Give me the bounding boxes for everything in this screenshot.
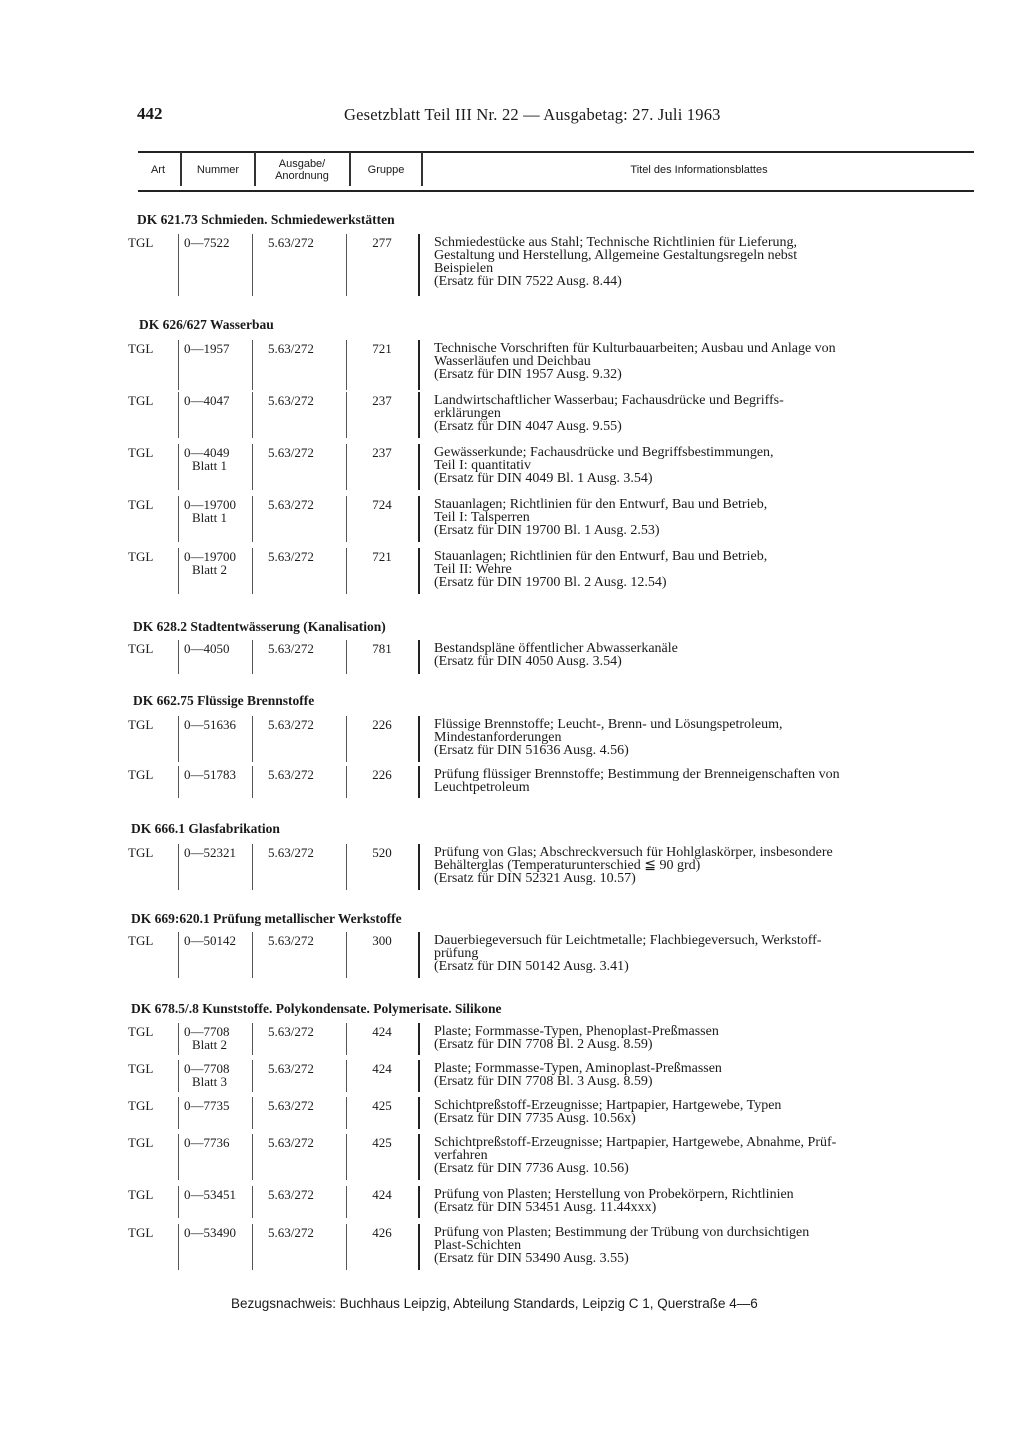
titel-line: Gewässerkunde; Fachausdrücke und Begriffsbestimmungen, bbox=[434, 445, 774, 460]
art-cell: TGL bbox=[128, 549, 154, 564]
column-rule bbox=[178, 1134, 179, 1180]
gruppe-cell: 424 bbox=[372, 1024, 392, 1039]
nummer-line: 0—53451 bbox=[184, 1187, 236, 1202]
column-rule bbox=[418, 1134, 420, 1180]
titel-line: Teil I: quantitativ bbox=[434, 458, 531, 473]
art-cell: TGL bbox=[128, 393, 154, 408]
section-heading: DK 666.1 Glasfabrikation bbox=[131, 821, 280, 836]
ausgabe-cell: 5.63/272 bbox=[268, 845, 314, 860]
titel-cell bbox=[434, 1025, 974, 1051]
column-separator bbox=[180, 152, 182, 186]
column-rule bbox=[418, 766, 420, 798]
header-rule-bottom bbox=[138, 190, 974, 192]
column-header-art-label: Art bbox=[150, 164, 166, 176]
titel-line: Bestandspläne öffentlicher Abwasserkanäle bbox=[434, 641, 678, 656]
column-rule bbox=[252, 932, 253, 978]
nummer-cell bbox=[184, 550, 254, 576]
nummer-line: 0—50142 bbox=[184, 933, 236, 948]
nummer-cell bbox=[184, 342, 254, 355]
nummer-line: 0—19700 bbox=[184, 497, 236, 512]
titel-line: Leuchtpetroleum bbox=[434, 780, 530, 795]
nummer-line: 0—4050 bbox=[184, 641, 230, 656]
ausgabe-cell: 5.63/272 bbox=[268, 717, 314, 732]
column-header-gruppe-label: Gruppe bbox=[367, 164, 405, 176]
column-separator bbox=[349, 152, 351, 186]
nummer-line: 0—1957 bbox=[184, 341, 230, 356]
gruppe-cell: 426 bbox=[372, 1225, 392, 1240]
titel-line: Plaste; Formmasse-Typen, Phenoplast-Preßmassen bbox=[434, 1024, 719, 1039]
column-rule bbox=[346, 766, 347, 798]
column-header-nummer-label: Nummer bbox=[196, 164, 240, 176]
titel-line: Stauanlagen; Richtlinien für den Entwurf, Bau und Betrieb, bbox=[434, 549, 768, 564]
titel-line: Teil I: Talsperren bbox=[434, 510, 530, 525]
column-rule bbox=[252, 340, 253, 390]
nummer-cell bbox=[184, 394, 254, 407]
column-rule bbox=[252, 1186, 253, 1218]
nummer-cell bbox=[184, 718, 254, 731]
column-rule bbox=[178, 766, 179, 798]
nummer-line: 0—7522 bbox=[184, 235, 230, 250]
column-rule bbox=[346, 1224, 347, 1270]
column-rule bbox=[418, 234, 420, 296]
column-rule bbox=[418, 1224, 420, 1270]
column-separator bbox=[421, 152, 423, 186]
nummer-cell bbox=[184, 1062, 254, 1088]
nummer-cell bbox=[184, 846, 254, 859]
column-rule bbox=[252, 496, 253, 542]
titel-line: Flüssige Brennstoffe; Leucht-, Brenn- und Lösungspetroleum, bbox=[434, 717, 783, 732]
titel-cell bbox=[434, 642, 974, 668]
titel-line: Plast-Schichten bbox=[434, 1238, 522, 1253]
titel-cell bbox=[434, 768, 974, 794]
nummer-line: 0—53490 bbox=[184, 1225, 236, 1240]
nummer-line: 0—52321 bbox=[184, 845, 236, 860]
nummer-cell bbox=[184, 1099, 254, 1112]
nummer-cell bbox=[184, 1025, 254, 1051]
titel-line: (Ersatz für DIN 7708 Bl. 3 Ausg. 8.59) bbox=[434, 1074, 653, 1089]
titel-line: Landwirtschaftlicher Wasserbau; Fachausdrücke und Begriffs- bbox=[434, 393, 784, 408]
titel-line: Plaste; Formmasse-Typen, Aminoplast-Preßmassen bbox=[434, 1061, 722, 1076]
nummer-cell bbox=[184, 1226, 254, 1239]
gruppe-cell: 721 bbox=[372, 341, 392, 356]
column-rule bbox=[418, 1186, 420, 1218]
section-heading: DK 662.75 Flüssige Brennstoffe bbox=[133, 693, 315, 708]
column-header-nummer bbox=[183, 152, 253, 188]
art-cell: TGL bbox=[128, 933, 154, 948]
titel-cell bbox=[434, 718, 974, 757]
titel-cell bbox=[434, 236, 974, 288]
column-rule bbox=[252, 234, 253, 296]
nummer-cell bbox=[184, 236, 254, 249]
titel-cell bbox=[434, 1188, 974, 1214]
nummer-line: Blatt 1 bbox=[192, 510, 228, 525]
titel-line: Schmiedestücke aus Stahl; Technische Richtlinien für Lieferung, bbox=[434, 235, 798, 250]
nummer-cell bbox=[184, 934, 254, 947]
column-rule bbox=[178, 1186, 179, 1218]
column-rule bbox=[346, 844, 347, 890]
titel-line: prüfung bbox=[434, 946, 479, 961]
nummer-cell bbox=[184, 446, 254, 472]
column-header-titel-label: Titel des Informationsblattes bbox=[630, 164, 768, 176]
column-rule bbox=[178, 1023, 179, 1055]
column-rule bbox=[418, 340, 420, 390]
column-rule bbox=[252, 640, 253, 674]
gruppe-cell: 300 bbox=[372, 933, 392, 948]
titel-cell bbox=[434, 934, 974, 973]
titel-line: erklärungen bbox=[434, 406, 501, 421]
nummer-line: 0—7708 bbox=[184, 1061, 230, 1076]
art-cell: TGL bbox=[128, 641, 154, 656]
column-rule bbox=[178, 496, 179, 542]
ausgabe-cell: 5.63/272 bbox=[268, 445, 314, 460]
titel-line: (Ersatz für DIN 53490 Ausg. 3.55) bbox=[434, 1251, 629, 1266]
ausgabe-cell: 5.63/272 bbox=[268, 1024, 314, 1039]
titel-cell bbox=[434, 446, 974, 485]
art-cell: TGL bbox=[128, 1024, 154, 1039]
titel-line: (Ersatz für DIN 7735 Ausg. 10.56x) bbox=[434, 1111, 636, 1126]
nummer-line: 0—19700 bbox=[184, 549, 236, 564]
column-rule bbox=[418, 640, 420, 674]
titel-line: (Ersatz für DIN 51636 Ausg. 4.56) bbox=[434, 743, 629, 758]
column-rule bbox=[346, 234, 347, 296]
nummer-cell bbox=[184, 768, 254, 781]
column-rule bbox=[346, 496, 347, 542]
titel-line: Schichtpreßstoff-Erzeugnisse; Hartpapier, Hartgewebe, Typen bbox=[434, 1098, 782, 1113]
column-rule bbox=[252, 844, 253, 890]
page-number: 442 bbox=[137, 104, 163, 123]
column-rule bbox=[252, 1134, 253, 1180]
titel-cell bbox=[434, 1099, 974, 1125]
column-rule bbox=[418, 392, 420, 438]
art-cell: TGL bbox=[128, 1187, 154, 1202]
ausgabe-cell: 5.63/272 bbox=[268, 393, 314, 408]
titel-line: Behälterglas (Temperaturunterschied ≦ 90 grd) bbox=[434, 858, 701, 873]
column-rule bbox=[346, 1060, 347, 1092]
gruppe-cell: 781 bbox=[372, 641, 392, 656]
titel-line: (Ersatz für DIN 1957 Ausg. 9.32) bbox=[434, 367, 622, 382]
column-rule bbox=[178, 844, 179, 890]
footer-note: Bezugsnachweis: Buchhaus Leipzig, Abteilung Standards, Leipzig C 1, Querstraße 4—6 bbox=[231, 1296, 758, 1311]
ausgabe-cell: 5.63/272 bbox=[268, 933, 314, 948]
nummer-line: 0—4047 bbox=[184, 393, 230, 408]
titel-line: (Ersatz für DIN 7522 Ausg. 8.44) bbox=[434, 274, 622, 289]
column-rule bbox=[178, 444, 179, 490]
titel-line: (Ersatz für DIN 50142 Ausg. 3.41) bbox=[434, 959, 629, 974]
section-heading: DK 669:620.1 Prüfung metallischer Werkstoffe bbox=[131, 911, 402, 926]
art-cell: TGL bbox=[128, 1135, 154, 1150]
nummer-line: Blatt 2 bbox=[192, 1037, 228, 1052]
gruppe-cell: 721 bbox=[372, 549, 392, 564]
art-cell: TGL bbox=[128, 1098, 154, 1113]
column-header-titel bbox=[424, 152, 974, 188]
column-rule bbox=[346, 444, 347, 490]
ausgabe-cell: 5.63/272 bbox=[268, 1187, 314, 1202]
page-title: Gesetzblatt Teil III Nr. 22 — Ausgabetag: 27. Juli 1963 bbox=[344, 105, 721, 124]
column-rule bbox=[252, 548, 253, 594]
titel-line: (Ersatz für DIN 4047 Ausg. 9.55) bbox=[434, 419, 622, 434]
titel-line: Stauanlagen; Richtlinien für den Entwurf, Bau und Betrieb, bbox=[434, 497, 768, 512]
art-cell: TGL bbox=[128, 445, 154, 460]
section-heading: DK 628.2 Stadtentwässerung (Kanalisation) bbox=[133, 619, 386, 634]
column-rule bbox=[252, 716, 253, 762]
column-rule bbox=[346, 1134, 347, 1180]
column-rule bbox=[178, 640, 179, 674]
art-cell: TGL bbox=[128, 497, 154, 512]
gruppe-cell: 424 bbox=[372, 1187, 392, 1202]
titel-line: Prüfung flüssiger Brennstoffe; Bestimmung der Brenneigenschaften von bbox=[434, 767, 840, 782]
gruppe-cell: 424 bbox=[372, 1061, 392, 1076]
nummer-cell bbox=[184, 642, 254, 655]
art-cell: TGL bbox=[128, 1225, 154, 1240]
titel-cell bbox=[434, 1136, 974, 1175]
titel-line: (Ersatz für DIN 53451 Ausg. 11.44xxx) bbox=[434, 1200, 657, 1215]
gruppe-cell: 425 bbox=[372, 1135, 392, 1150]
titel-line: (Ersatz für DIN 7736 Ausg. 10.56) bbox=[434, 1161, 629, 1176]
titel-line: (Ersatz für DIN 52321 Ausg. 10.57) bbox=[434, 871, 636, 886]
column-rule bbox=[346, 1186, 347, 1218]
titel-line: Prüfung von Plasten; Bestimmung der Trübung von durchsichtigen bbox=[434, 1225, 810, 1240]
column-header-ausgabe-label-1: Ausgabe/ bbox=[278, 158, 326, 170]
column-header-art bbox=[138, 152, 178, 188]
column-rule bbox=[346, 1023, 347, 1055]
column-rule bbox=[252, 766, 253, 798]
gruppe-cell: 226 bbox=[372, 717, 392, 732]
column-separator bbox=[254, 152, 256, 186]
ausgabe-cell: 5.63/272 bbox=[268, 497, 314, 512]
ausgabe-cell: 5.63/272 bbox=[268, 549, 314, 564]
nummer-line: Blatt 3 bbox=[192, 1074, 228, 1089]
titel-line: Prüfung von Plasten; Herstellung von Probekörpern, Richtlinien bbox=[434, 1187, 794, 1202]
column-rule bbox=[346, 340, 347, 390]
titel-line: Beispielen bbox=[434, 261, 494, 276]
gruppe-cell: 277 bbox=[372, 235, 392, 250]
ausgabe-cell: 5.63/272 bbox=[268, 641, 314, 656]
column-rule bbox=[346, 1097, 347, 1129]
column-rule bbox=[418, 932, 420, 978]
column-rule bbox=[346, 932, 347, 978]
titel-line: (Ersatz für DIN 19700 Bl. 2 Ausg. 12.54) bbox=[434, 575, 667, 590]
column-rule bbox=[178, 932, 179, 978]
column-rule bbox=[252, 1023, 253, 1055]
nummer-line: 0—7736 bbox=[184, 1135, 230, 1150]
column-rule bbox=[346, 716, 347, 762]
gruppe-cell: 226 bbox=[372, 767, 392, 782]
column-rule bbox=[178, 392, 179, 438]
ausgabe-cell: 5.63/272 bbox=[268, 1135, 314, 1150]
gruppe-cell: 520 bbox=[372, 845, 392, 860]
titel-cell bbox=[434, 342, 974, 381]
column-rule bbox=[252, 444, 253, 490]
column-header-ausgabe-label-2: Anordnung bbox=[275, 170, 329, 182]
titel-cell bbox=[434, 1226, 974, 1265]
nummer-cell bbox=[184, 1188, 254, 1201]
nummer-line: Blatt 2 bbox=[192, 562, 228, 577]
titel-line: Technische Vorschriften für Kulturbauarbeiten; Ausbau und Anlage von bbox=[434, 341, 836, 356]
section-heading: DK 626/627 Wasserbau bbox=[139, 317, 274, 332]
column-rule bbox=[252, 1097, 253, 1129]
titel-line: (Ersatz für DIN 4050 Ausg. 3.54) bbox=[434, 654, 622, 669]
art-cell: TGL bbox=[128, 767, 154, 782]
ausgabe-cell: 5.63/272 bbox=[268, 1225, 314, 1240]
titel-cell bbox=[434, 1062, 974, 1088]
column-rule bbox=[418, 716, 420, 762]
column-rule bbox=[178, 548, 179, 594]
column-header-gruppe bbox=[352, 152, 420, 188]
nummer-line: 0—4049 bbox=[184, 445, 230, 460]
ausgabe-cell: 5.63/272 bbox=[268, 1061, 314, 1076]
art-cell: TGL bbox=[128, 845, 154, 860]
titel-cell bbox=[434, 394, 974, 433]
column-rule bbox=[418, 444, 420, 490]
column-rule bbox=[252, 392, 253, 438]
gruppe-cell: 724 bbox=[372, 497, 392, 512]
ausgabe-cell: 5.63/272 bbox=[268, 235, 314, 250]
column-rule bbox=[252, 1224, 253, 1270]
ausgabe-cell: 5.63/272 bbox=[268, 767, 314, 782]
column-header-ausgabe bbox=[257, 152, 347, 188]
nummer-line: 0—7735 bbox=[184, 1098, 230, 1113]
titel-cell bbox=[434, 846, 974, 885]
nummer-line: 0—51636 bbox=[184, 717, 236, 732]
column-rule bbox=[346, 392, 347, 438]
titel-cell bbox=[434, 550, 974, 589]
column-rule bbox=[178, 1060, 179, 1092]
column-rule bbox=[178, 1224, 179, 1270]
section-heading: DK 678.5/.8 Kunststoffe. Polykondensate. Polymerisate. Silikone bbox=[131, 1001, 502, 1016]
titel-line: Mindestanforderungen bbox=[434, 730, 562, 745]
ausgabe-cell: 5.63/272 bbox=[268, 341, 314, 356]
titel-line: Prüfung von Glas; Abschreckversuch für Hohlglaskörper, insbesondere bbox=[434, 845, 833, 860]
titel-line: (Ersatz für DIN 7708 Bl. 2 Ausg. 8.59) bbox=[434, 1037, 653, 1052]
section-heading: DK 621.73 Schmieden. Schmiedewerkstätten bbox=[137, 212, 395, 227]
column-rule bbox=[178, 340, 179, 390]
column-rule bbox=[418, 1097, 420, 1129]
nummer-line: Blatt 1 bbox=[192, 458, 228, 473]
titel-line: Dauerbiegeversuch für Leichtmetalle; Flachbiegeversuch, Werkstoff- bbox=[434, 933, 822, 948]
art-cell: TGL bbox=[128, 341, 154, 356]
nummer-line: 0—7708 bbox=[184, 1024, 230, 1039]
titel-line: (Ersatz für DIN 4049 Bl. 1 Ausg. 3.54) bbox=[434, 471, 653, 486]
column-rule bbox=[418, 496, 420, 542]
ausgabe-cell: 5.63/272 bbox=[268, 1098, 314, 1113]
column-rule bbox=[346, 548, 347, 594]
gruppe-cell: 237 bbox=[372, 445, 392, 460]
column-rule bbox=[418, 844, 420, 890]
column-rule bbox=[418, 1023, 420, 1055]
column-rule bbox=[418, 1060, 420, 1092]
titel-line: (Ersatz für DIN 19700 Bl. 1 Ausg. 2.53) bbox=[434, 523, 660, 538]
art-cell: TGL bbox=[128, 1061, 154, 1076]
art-cell: TGL bbox=[128, 235, 154, 250]
column-rule bbox=[252, 1060, 253, 1092]
column-rule bbox=[418, 548, 420, 594]
column-rule bbox=[346, 640, 347, 674]
titel-line: Teil II: Wehre bbox=[434, 562, 512, 577]
column-rule bbox=[178, 234, 179, 296]
gruppe-cell: 425 bbox=[372, 1098, 392, 1113]
column-rule bbox=[178, 1097, 179, 1129]
nummer-line: 0—51783 bbox=[184, 767, 236, 782]
nummer-cell bbox=[184, 1136, 254, 1149]
gruppe-cell: 237 bbox=[372, 393, 392, 408]
titel-line: Gestaltung und Herstellung, Allgemeine Gestaltungsregeln nebst bbox=[434, 248, 798, 263]
art-cell: TGL bbox=[128, 717, 154, 732]
titel-line: Schichtpreßstoff-Erzeugnisse; Hartpapier, Hartgewebe, Abnahme, Prüf- bbox=[434, 1135, 837, 1150]
nummer-cell bbox=[184, 498, 254, 524]
titel-cell bbox=[434, 498, 974, 537]
column-rule bbox=[178, 716, 179, 762]
titel-line: Wasserläufen und Deichbau bbox=[434, 354, 591, 369]
titel-line: verfahren bbox=[434, 1148, 488, 1163]
